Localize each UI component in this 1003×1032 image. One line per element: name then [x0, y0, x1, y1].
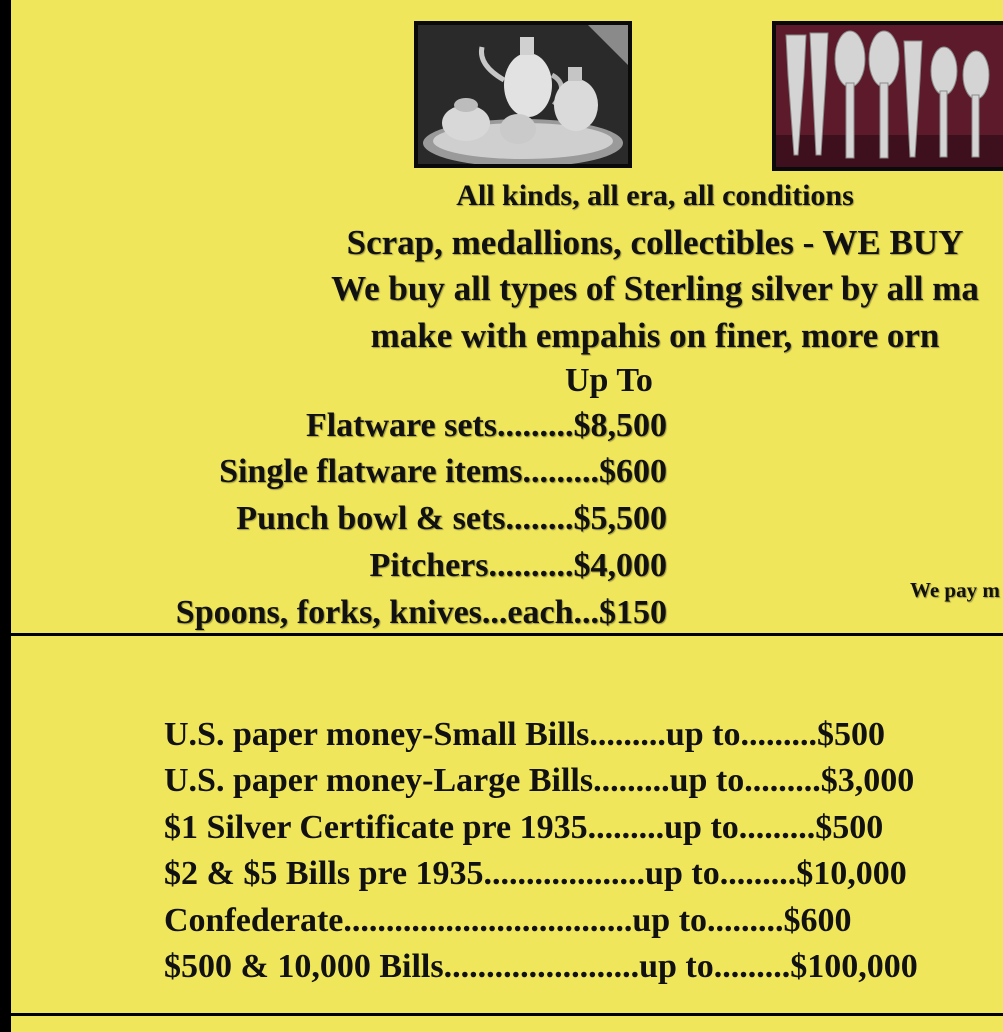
- headline-line-4: make with empahis on finer, more orn: [370, 316, 940, 355]
- headline-line-2: Scrap, medallions, collectibles - WE BUY: [346, 223, 964, 262]
- price-item-spoons: Spoons, forks, knives...each...$150: [175, 594, 667, 631]
- money-item-confederate: Confederate..................................up to.........$600: [164, 902, 852, 939]
- money-item-large-bills: U.S. paper money-Large Bills.........up to.........$3,000: [164, 762, 915, 799]
- money-item-silver-certificate: $1 Silver Certificate pre 1935.........up to.........$500: [164, 809, 884, 846]
- money-item-500-10000-bills: $500 & 10,000 Bills.......................up to.........$100,000: [164, 948, 918, 985]
- price-item-pitchers: Pitchers..........$4,000: [369, 547, 667, 584]
- headline-line-3: We buy all types of Sterling silver by all ma: [331, 269, 979, 308]
- silver-tea-set-photo: [414, 21, 632, 168]
- price-item-punch-bowl: Punch bowl & sets........$5,500: [236, 500, 667, 537]
- section-divider: [11, 633, 1003, 636]
- side-note: We pay m: [910, 578, 1000, 602]
- money-item-small-bills: U.S. paper money-Small Bills.........up to.........$500: [164, 716, 886, 753]
- silver-flatware-photo: [772, 21, 1003, 171]
- left-border: [0, 0, 11, 1032]
- price-item-single-flatware: Single flatware items.........$600: [219, 453, 667, 490]
- price-item-flatware-sets: Flatware sets.........$8,500: [305, 407, 667, 444]
- up-to-header: Up To: [565, 362, 653, 399]
- headline-line-1: All kinds, all era, all conditions: [456, 179, 854, 212]
- money-item-2-5-bills: $2 & $5 Bills pre 1935...................up to.........$10,000: [164, 855, 907, 892]
- bottom-divider: [11, 1013, 1003, 1016]
